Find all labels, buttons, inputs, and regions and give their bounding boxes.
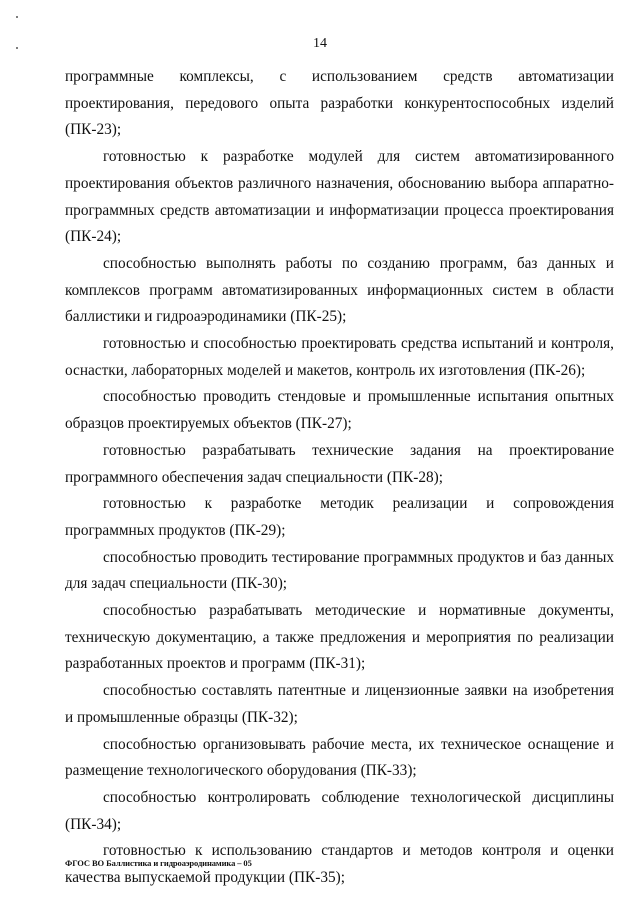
document-footer: ФГОС ВО Баллистика и гидроаэродинамика – 05: [65, 858, 252, 868]
paragraph: готовностью к разработке методик реализации и сопровождения программных продуктов (ПК-29);: [65, 495, 614, 539]
scan-speck: [16, 16, 18, 18]
paragraph: способностью выполнять работы по созданию программ, баз данных и комплексов программ автоматизированных информационных систем в области баллистики и гидроаэродинамики (ПК-25);: [65, 254, 614, 326]
paragraph: готовностью к разработке модулей для систем автоматизированного проектирования объектов различного назначения, обоснованию выбора аппаратно-программных средств автоматизации и информатизации процесса проектирования (ПК-24);: [65, 148, 614, 246]
paragraph: программные комплексы, с использованием средств автоматизации проектирования, передового опыта разработки конкурентоспособных изделий (ПК-23);: [65, 68, 614, 139]
paragraph: способностью организовывать рабочие места, их техническое оснащение и размещение технологического оборудования (ПК-33);: [65, 735, 614, 780]
paragraph: способностью контролировать соблюдение технологической дисциплины (ПК-34);: [65, 788, 614, 833]
paragraph: готовностью разрабатывать технические задания на проектирование программного обеспечения задач специальности (ПК-28);: [65, 441, 614, 486]
paragraph: способностью проводить тестирование программных продуктов и баз данных для задач специальности (ПК-30);: [65, 548, 614, 593]
paragraph: способностью разрабатывать методические и нормативные документы, техническую документацию, а также предложения и мероприятия по реализации разработанных проектов и программ (ПК-31);: [65, 602, 614, 673]
paragraph: способностью составлять патентные и лицензионные заявки на изобретения и промышленные образцы (ПК-32);: [65, 682, 614, 726]
page-number: 14: [313, 36, 327, 51]
paragraph: готовностью и способностью проектировать средства испытаний и контроля, оснастки, лабораторных моделей и макетов, контроль их изготовления (ПК-26);: [65, 335, 614, 379]
document-body: [65, 64, 614, 892]
paragraph: способностью проводить стендовые и промышленные испытания опытных образцов проектируемых объектов (ПК-27);: [65, 388, 614, 433]
paragraph: готовностью к использованию стандартов и методов контроля и оценки качества выпускаемой продукции (ПК-35);: [65, 842, 614, 887]
